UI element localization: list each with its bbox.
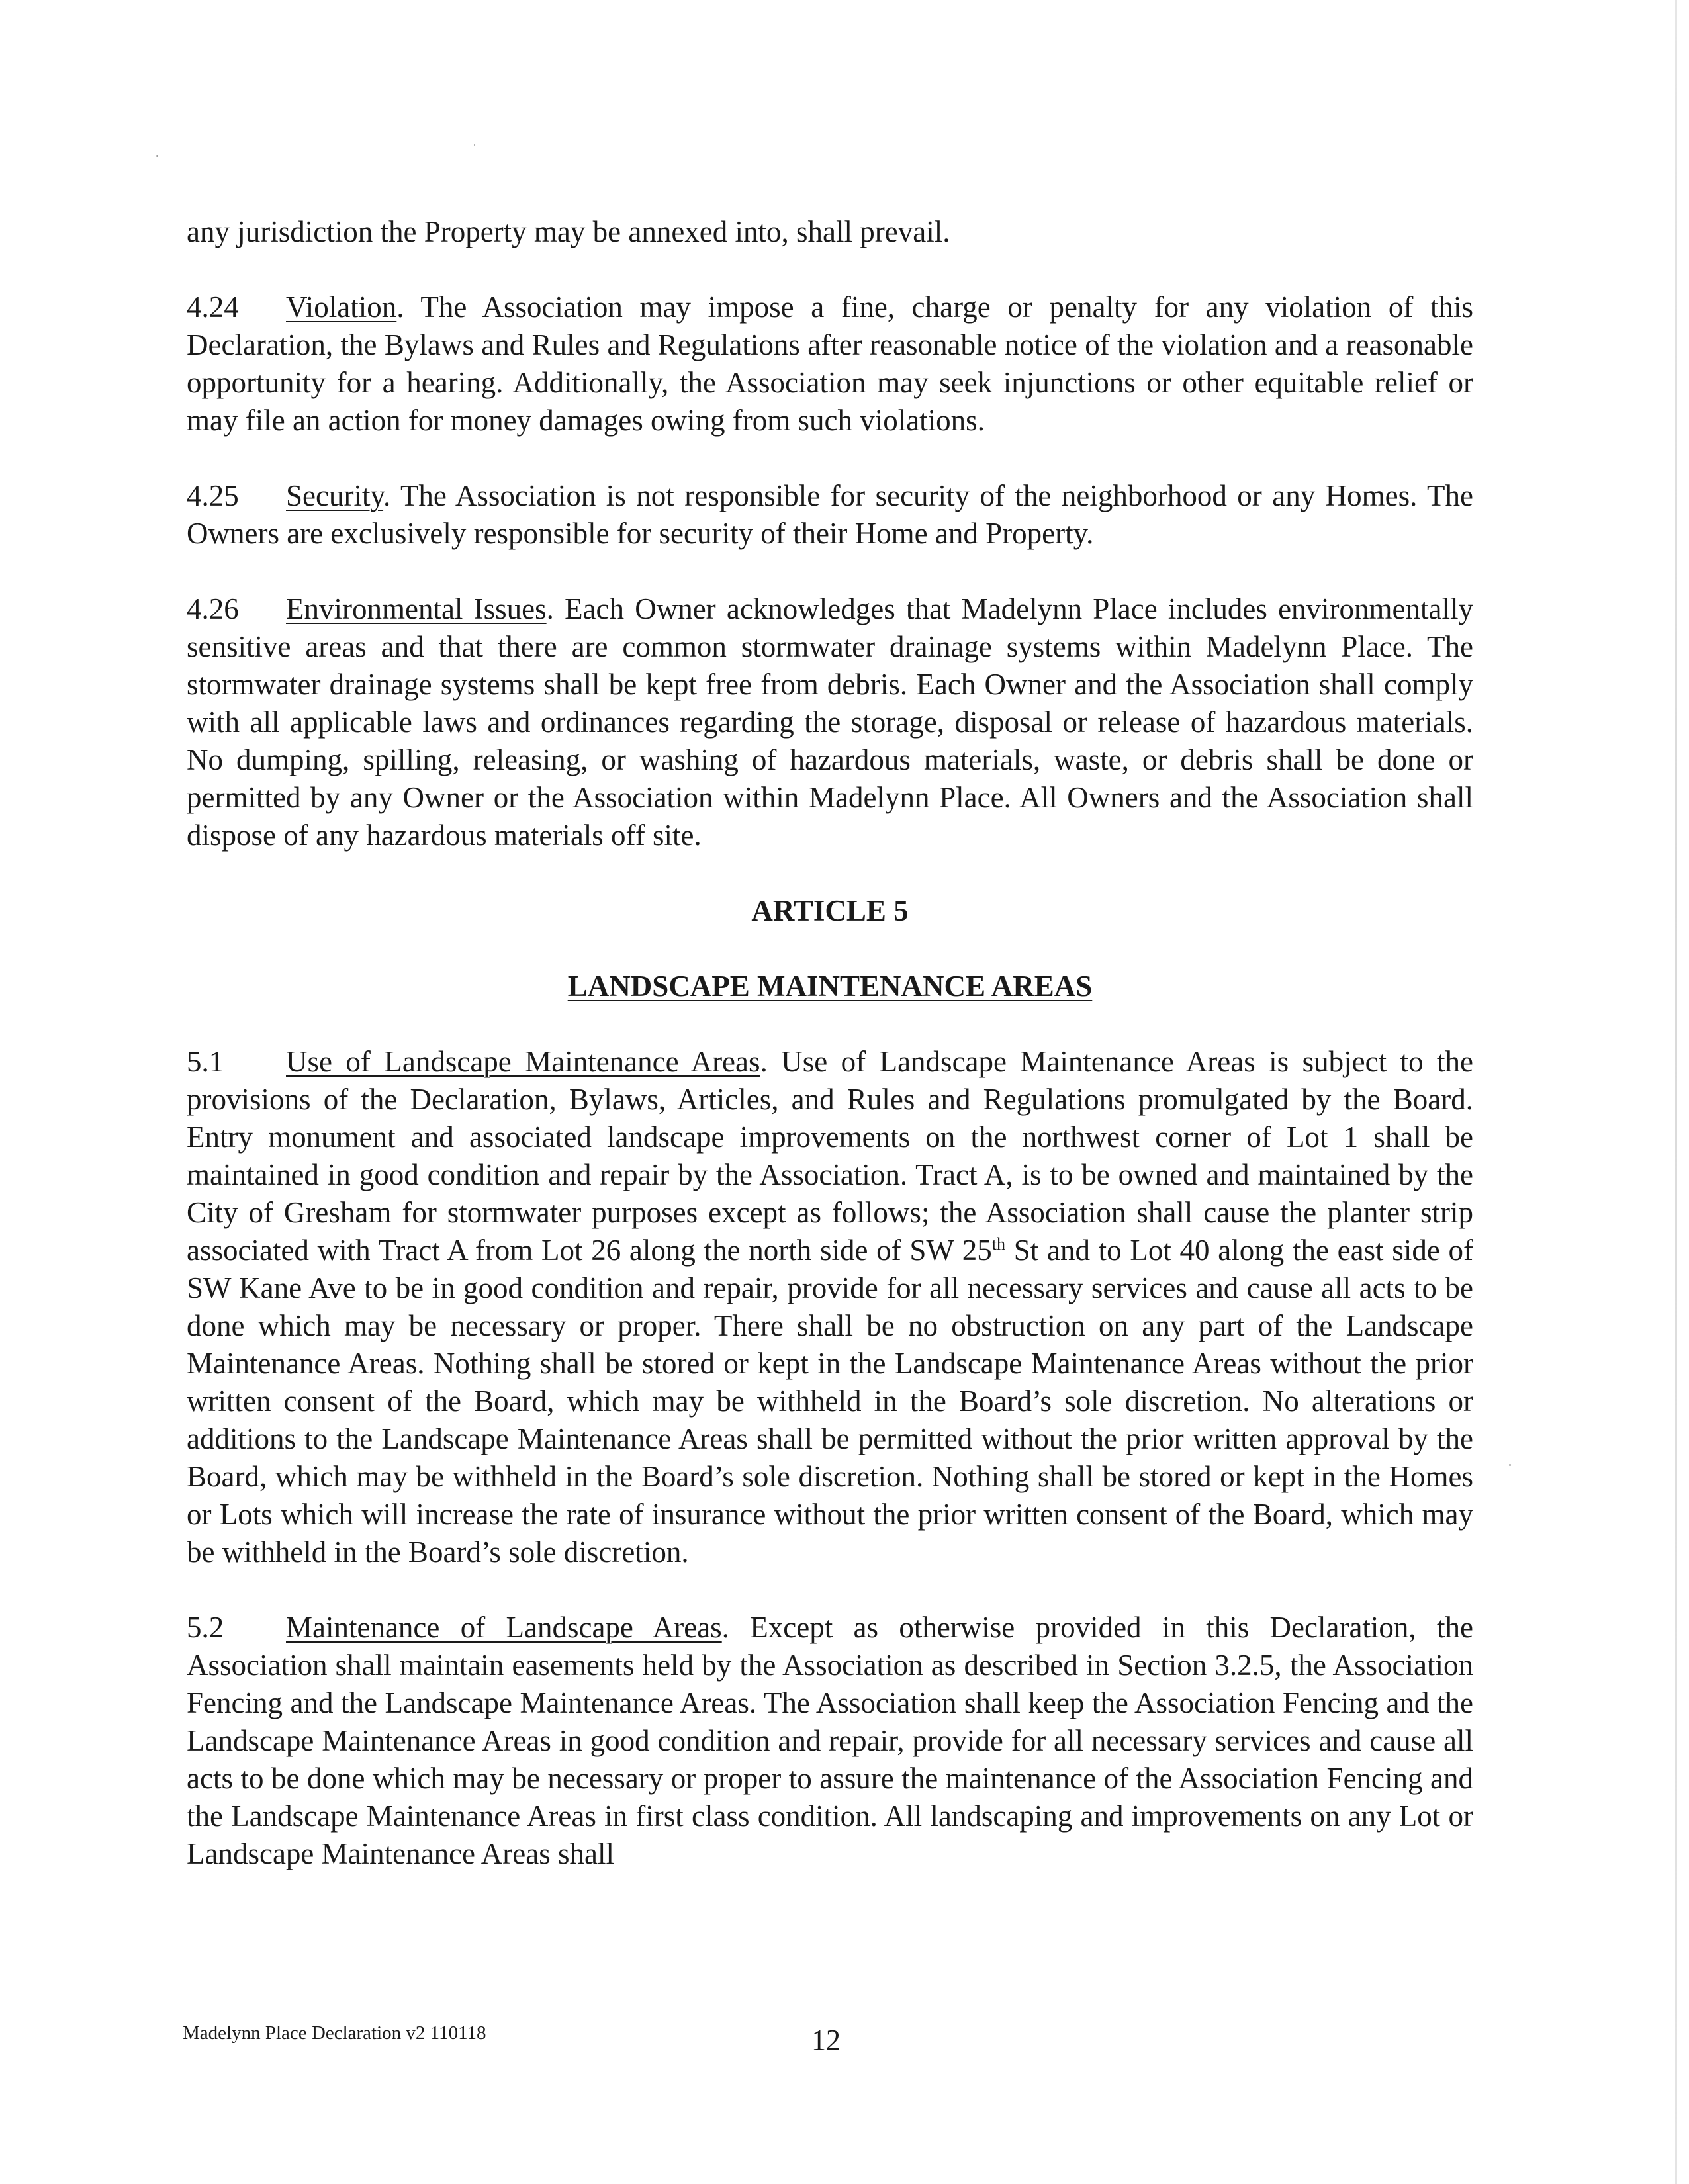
section-5-1 — [187, 1043, 1473, 1571]
section-heading: Environmental Issues — [286, 592, 547, 625]
section-body-part-a: . Use of Landscape Maintenance Areas is subject to the provisions of the Declaration, Bylaws, Articles, and Rules and Regulations promulgated by the Board. Entry monument and associated landscape improvements on the northwest corner of Lot 1 shall be maintained in good condition and repair by the Association. Tract A, is to be owned and maintained by the City of Gresham for stormwater purposes except as follows; the Association shall cause the planter strip associated with Tract A from Lot 26 along the north side of SW 25 — [187, 1045, 1473, 1267]
section-4-26 — [187, 590, 1473, 854]
section-number: 5.2 — [187, 1611, 224, 1644]
section-4-24 — [187, 289, 1473, 439]
scan-speck — [156, 155, 158, 157]
intro-line: any jurisdiction the Property may be annexed into, shall prevail. — [187, 215, 950, 248]
scan-speck — [474, 144, 475, 146]
section-heading: Security — [286, 479, 384, 512]
section-number: 4.24 — [187, 291, 239, 324]
footer-document-label: Madelynn Place Declaration v2 110118 — [183, 2023, 486, 2044]
document-body — [187, 213, 1473, 1911]
section-body: . The Association is not responsible for security of the neighborhood or any Homes. The Owners are exclusively responsible for security of their Home and Property. — [187, 479, 1473, 550]
ordinal-superscript: th — [991, 1234, 1006, 1253]
section-body: . Except as otherwise provided in this Declaration, the Association shall maintain easements held by the Association as described in Section 3.2.5, the Association Fencing and the Landscape Maintenance Areas. The Association shall keep the Association Fencing and the Landscape Maintenance Areas in good condition and repair, provide for all necessary services and cause all acts to be done which may be necessary or proper to assure the maintenance of the Association Fencing and the Landscape Maintenance Areas in first class condition. All landscaping and improvements on any Lot or Landscape Maintenance Areas shall — [187, 1611, 1473, 1870]
article-heading: ARTICLE 5 — [751, 894, 909, 927]
section-number: 4.26 — [187, 592, 239, 625]
section-heading: Violation — [286, 291, 397, 324]
scan-edge — [1675, 0, 1677, 2184]
section-body-part-b: St and to Lot 40 along the east side of SW Kane Ave to be in good condition and repair, provide for all necessary services and cause all acts to be done which may be necessary or proper. There shall be no obstruction on any part of the Landscape Maintenance Areas. Nothing shall be stored or kept in the Landscape Maintenance Areas without the prior written consent of the Board, which may be withheld in the Board’s sole discretion. No alterations or additions to the Landscape Maintenance Areas shall be permitted without the prior written approval by the Board, which may be withheld in the Board’s sole discretion. Nothing shall be stored or kept in the Homes or Lots which will increase the rate of insurance without the prior written consent of the Board, which may be withheld in the Board’s sole discretion. — [187, 1234, 1473, 1569]
article-title — [187, 968, 1473, 1005]
section-heading: Use of Landscape Maintenance Areas — [286, 1045, 760, 1078]
section-5-2 — [187, 1609, 1473, 1873]
article-title-text: LANDSCAPE MAINTENANCE AREAS — [567, 970, 1093, 1003]
page-number: 12 — [811, 2024, 841, 2056]
section-heading: Maintenance of Landscape Areas — [286, 1611, 722, 1644]
section-body: . The Association may impose a fine, charge or penalty for any violation of this Declaration, the Bylaws and Rules and Regulations after reasonable notice of the violation and a reasonable opportunity for a hearing. Additionally, the Association may seek injunctions or other equitable relief or may file an action for money damages owing from such violations. — [187, 291, 1473, 437]
section-number: 4.25 — [187, 479, 239, 512]
section-4-25 — [187, 477, 1473, 553]
scan-speck — [1509, 1464, 1511, 1466]
section-body: . Each Owner acknowledges that Madelynn Place includes environmentally sensitive areas and that there are common stormwater drainage systems within Madelynn Place. The stormwater drainage systems shall be kept free from debris. Each Owner and the Association shall comply with all applicable laws and ordinances regarding the storage, disposal or release of hazardous materials. No dumping, spilling, releasing, or washing of hazardous materials, waste, or debris shall be done or permitted by any Owner or the Association within Madelynn Place. All Owners and the Association shall dispose of any hazardous materials off site. — [187, 592, 1473, 852]
section-number: 5.1 — [187, 1045, 224, 1078]
